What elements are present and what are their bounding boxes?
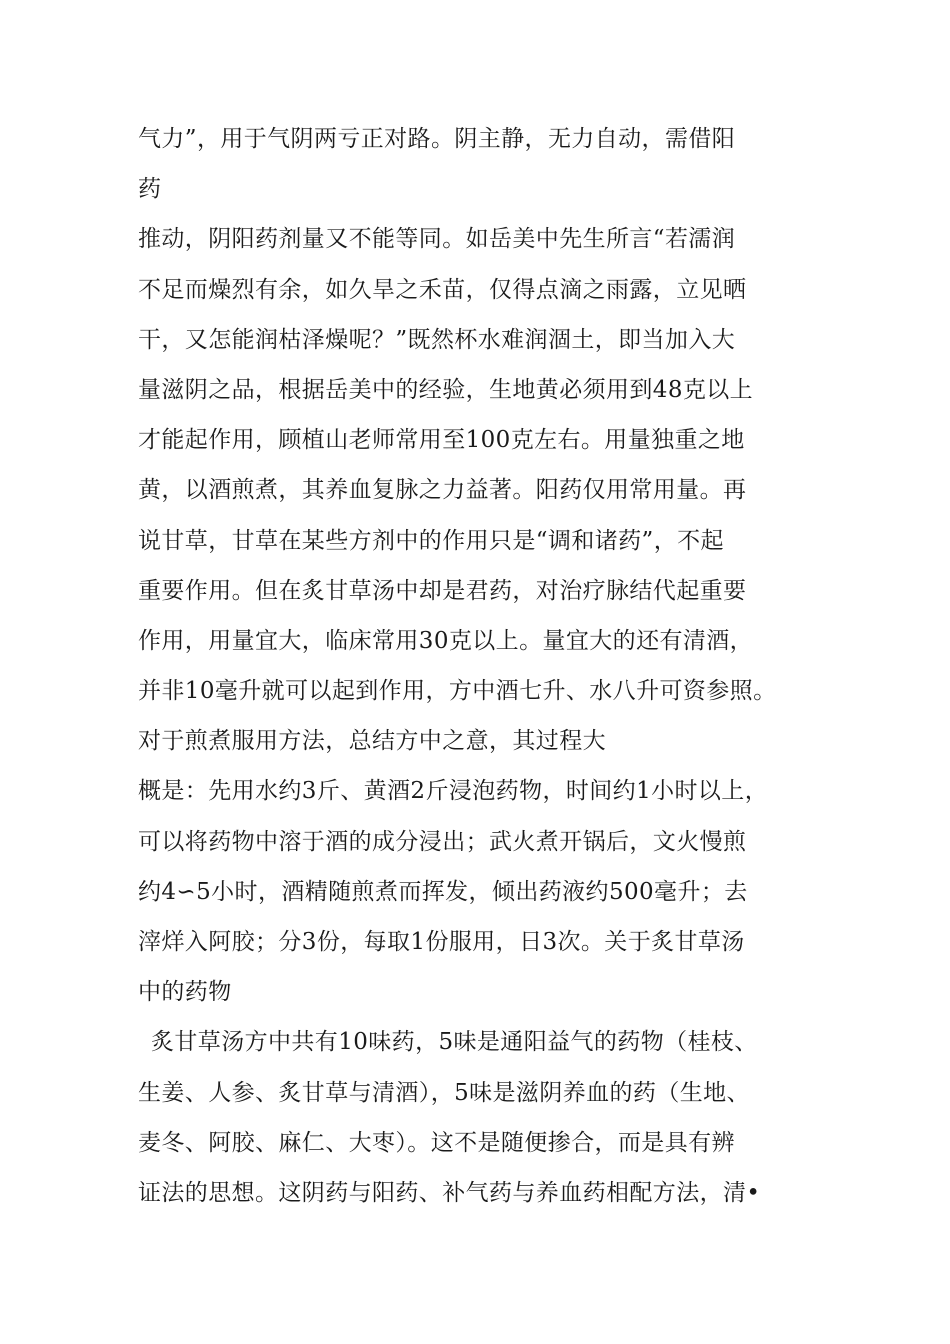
text-line: 证法的思想。这阴药与阳药、补气药与养血药相配方法，清• (138, 1179, 761, 1206)
text-line: 量滋阴之品，根据岳美中的经验，生地黄必须用到48克以上 (138, 376, 754, 403)
text-line: 推动，阴阳药剂量又不能等同。如岳美中先生所言“若濡润 (138, 226, 736, 253)
text-line: 麦冬、阿胶、麻仁、大枣）。这不是随便掺合，而是具有辨 (138, 1129, 735, 1156)
text-line: 干，又怎能润枯泽燥呢？”既然杯水难润涸土，即当加入大 (138, 326, 736, 353)
body-text (138, 114, 838, 1218)
text-line: 重要作用。但在炙甘草汤中却是君药，对治疗脉结代起重要 (138, 577, 747, 604)
text-line: 生姜、人参、炙甘草与清酒），5味是滋阴养血的药（生地、 (138, 1079, 750, 1106)
text-line: 说甘草，甘草在某些方剂中的作用只是“调和诸药”，不起 (138, 527, 724, 554)
text-line: 不足而燥烈有余，如久旱之禾苗，仅得点滴之雨露，立见晒 (138, 276, 747, 303)
text-line: 概是：先用水约3斤、黄酒2斤浸泡药物，时间约1小时以上， (138, 778, 769, 805)
text-line: 约4∽5小时，酒精随煎煮而挥发，倾出药液约500毫升；去 (138, 878, 748, 905)
text-line: 滓烊入阿胶；分3份，每取1份服用，日3次。关于炙甘草汤 (138, 929, 745, 955)
text-line: 中的药物 (138, 979, 232, 1006)
text-line: 黄，以酒煎煮，其养血复脉之力益著。阳药仅用常用量。再 (138, 477, 747, 504)
text-line: 对于煎煮服用方法，总结方中之意，其过程大 (138, 728, 606, 755)
text-line: 并非10毫升就可以起到作用，方中酒七升、水八升可资参照。 (138, 678, 777, 705)
paragraph-start-line: 炙甘草汤方中共有10味药，5味是通阳益气的药物（桂枝、 (151, 1029, 758, 1056)
text-line: 气力”，用于气阴两亏正对路。阴主静，无力自动，需借阳 (138, 126, 736, 152)
text-line: 才能起作用，顾植山老师常用至100克左右。用量独重之地 (138, 427, 745, 454)
text-line: 可以将药物中溶于酒的成分浸出；武火煮开锅后，文火慢煎 (138, 828, 747, 855)
text-line: 药 (138, 176, 162, 203)
text-line: 作用，用量宜大，临床常用30克以上。量宜大的还有清酒， (138, 627, 754, 654)
